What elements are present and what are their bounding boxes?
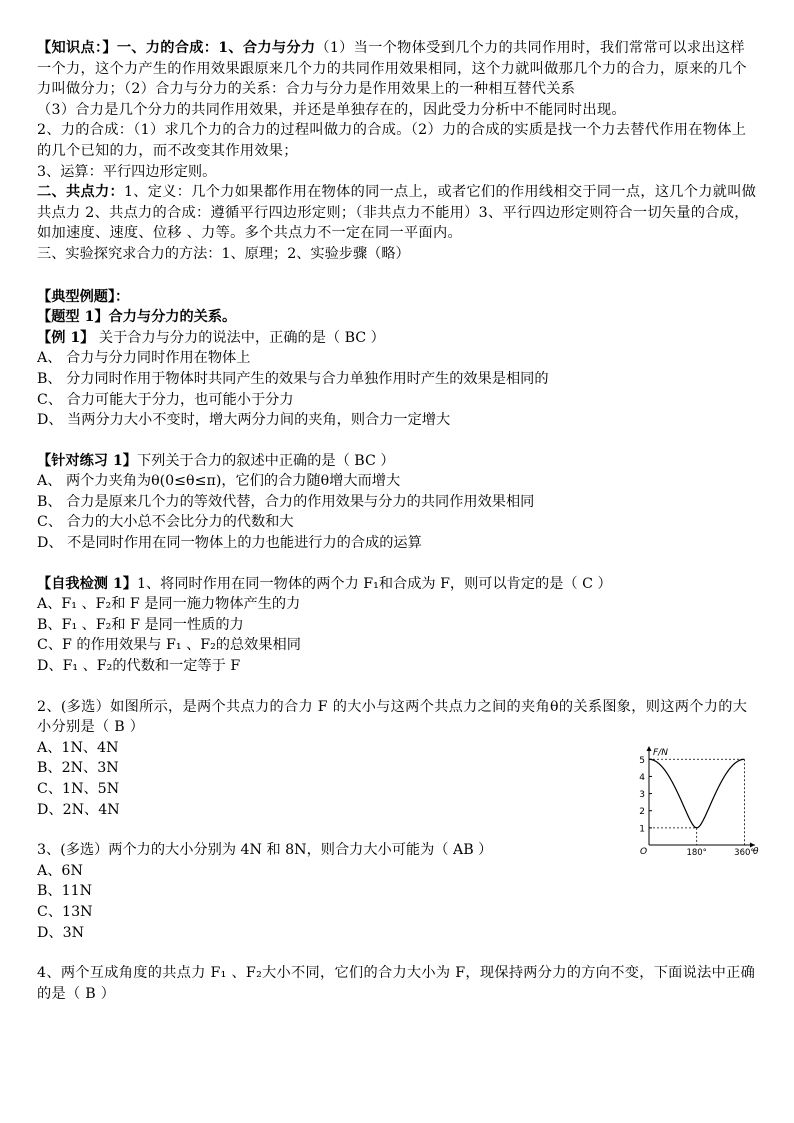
- knowledge-paragraph-4: 3、运算：平行四边形定则。: [37, 163, 217, 180]
- example1-label: 【例 1】: [37, 329, 95, 346]
- question3-option-a: A、6N: [37, 862, 83, 879]
- practice1-label: 【针对练习 1】: [37, 452, 137, 469]
- question2-stem: 2、(多选）如图所示，是两个共点力的合力 F 的大小与这两个共点力之间的夹角θ的关系图象，则这两个力的大小分别是（ B ）: [37, 698, 748, 736]
- y-tick-label: 5: [639, 755, 645, 766]
- examples-heading: 【典型例题】：: [37, 288, 130, 305]
- graph-svg: [635, 745, 759, 857]
- question2-option-b: B、2N、3N: [37, 760, 119, 777]
- practice1-option-c: C、 合力的大小总不会比分力的代数和大: [37, 514, 294, 531]
- x-tick-label: 180°: [686, 847, 707, 857]
- practice1-option-d: D、 不是同时作用在同一物体上的力也能进行力的合成的运算: [37, 535, 422, 552]
- example1-stem: [37, 328, 759, 349]
- example1-option-c: C、 合力可能大于分力，也可能小于分力: [37, 391, 294, 408]
- knowledge-text-1: （1）当一个物体受到几个力的共同作用时，我们常常可以求出这样一个力，这个力产生的作用效果跟原来几个力的共同作用效果相同，这个力就叫做那几个力的合力，原来的几个力叫做分力；（2）合力与分力的关系：合力与分力是作用效果上的一种相互替代关系: [37, 40, 747, 98]
- type1-heading: 【题型 1】合力与分力的关系。: [37, 309, 237, 326]
- self-check1-question: 1、将同时作用在同一物体的两个力 F₁和合成为 F，则可以肯定的是（ C ）: [136, 575, 612, 592]
- question4-stem: 4、两个互成角度的共点力 F₁ 、F₂大小不同，它们的合力大小为 F，现保持两分力的方向不变，下面说法中正确的是（ B ）: [37, 965, 756, 1002]
- knowledge-paragraph-6: 三、实验探究求合力的方法：1、原理；2、实验步骤（略）: [37, 245, 410, 262]
- y-axis-arrow: [647, 746, 652, 751]
- y-tick-label: 2: [639, 806, 645, 817]
- self-check1-stem: [37, 574, 759, 595]
- practice1-stem: [37, 451, 759, 472]
- question3-option-d: D、3N: [37, 924, 85, 941]
- knowledge-paragraph-2: （3）合力是几个分力的共同作用效果，并还是单独存在的，因此受力分析中不能同时出现。: [37, 101, 626, 118]
- self-check1-option-a: A、F₁ 、F₂和 F 是同一施力物体产生的力: [37, 596, 301, 613]
- knowledge-text-5: 1、定义：几个力如果都作用在物体的同一点上，或者它们的作用线相交于同一点，这几个力就叫做共点力 2、共点力的合成：遵循平行四边形定则；（非共点力不能用）3、平行四边形定则符合一切矢量的合成，如加速度、速度、位移 、力等。多个共点力不一定在同一平面内。: [37, 184, 757, 242]
- force-angle-graph: [635, 745, 759, 857]
- question2-option-d: D、2N、4N: [37, 801, 120, 818]
- knowledge-paragraph-1: [37, 38, 759, 100]
- y-tick-label: 3: [639, 789, 645, 800]
- knowledge-paragraph-5: [37, 182, 759, 244]
- example1-option-a: A、 合力与分力同时作用在物体上: [37, 350, 251, 367]
- graph-curve: [649, 759, 744, 828]
- graph-labels: [639, 748, 759, 857]
- self-check1-option-d: D、F₁ 、F₂的代数和一定等于 F: [37, 658, 241, 675]
- x-tick-label: 360°: [734, 847, 755, 857]
- question2-option-a: A、1N、4N: [37, 739, 119, 756]
- graph-guides: [649, 759, 744, 845]
- origin-label: O: [640, 846, 648, 857]
- knowledge-heading: 【知识点：】一、力的合成：1、合力与分力: [37, 40, 316, 56]
- question3-option-c: C、13N: [37, 903, 93, 920]
- y-tick-label: 1: [639, 823, 645, 834]
- example1-option-d: D、 当两分力大小不变时，增大两分力间的夹角，则合力一定增大: [37, 412, 451, 429]
- practice1-option-a: A、 两个力夹角为θ(0≤θ≤π)，它们的合力随θ增大而增大: [37, 473, 401, 490]
- resultant-force-curve: [649, 759, 744, 828]
- self-check1-label: 【自我检测 1】: [37, 575, 137, 592]
- example1-question: 关于合力与分力的说法中，正确的是（ BC ）: [94, 329, 385, 346]
- question3-stem: 3、(多选）两个力的大小分别为 4N 和 8N，则合力大小可能为（ AB ）: [37, 842, 493, 859]
- y-axis-label: F/N: [653, 747, 668, 758]
- question2-option-c: C、1N、5N: [37, 781, 120, 797]
- self-check1-option-c: C、F 的作用效果与 F₁ 、F₂的总效果相同: [37, 637, 301, 654]
- document-page: [37, 38, 759, 1004]
- y-tick-label: 4: [639, 772, 645, 783]
- example1-option-b: B、 分力同时作用于物体时共同产生的效果与合力单独作用时产生的效果是相同的: [37, 370, 549, 387]
- knowledge-paragraph-3: 2、力的合成：（1）求几个力的合力的过程叫做力的合成。（2）力的合成的实质是找一个力去替代作用在物体上的几个已知的力，而不改变其作用效果；: [37, 122, 747, 159]
- practice1-option-b: B、 合力是原来几个力的等效代替，合力的作用效果与分力的共同作用效果相同: [37, 493, 535, 510]
- question3-option-b: B、11N: [37, 883, 93, 900]
- practice1-question: 下列关于合力的叙述中正确的是（ BC ）: [136, 452, 395, 469]
- concurrent-force-heading: 二、共点力：: [37, 184, 124, 201]
- self-check1-option-b: B、F₁ 、F₂和 F 是同一性质的力: [37, 616, 244, 633]
- x-axis-label: θ: [753, 846, 759, 857]
